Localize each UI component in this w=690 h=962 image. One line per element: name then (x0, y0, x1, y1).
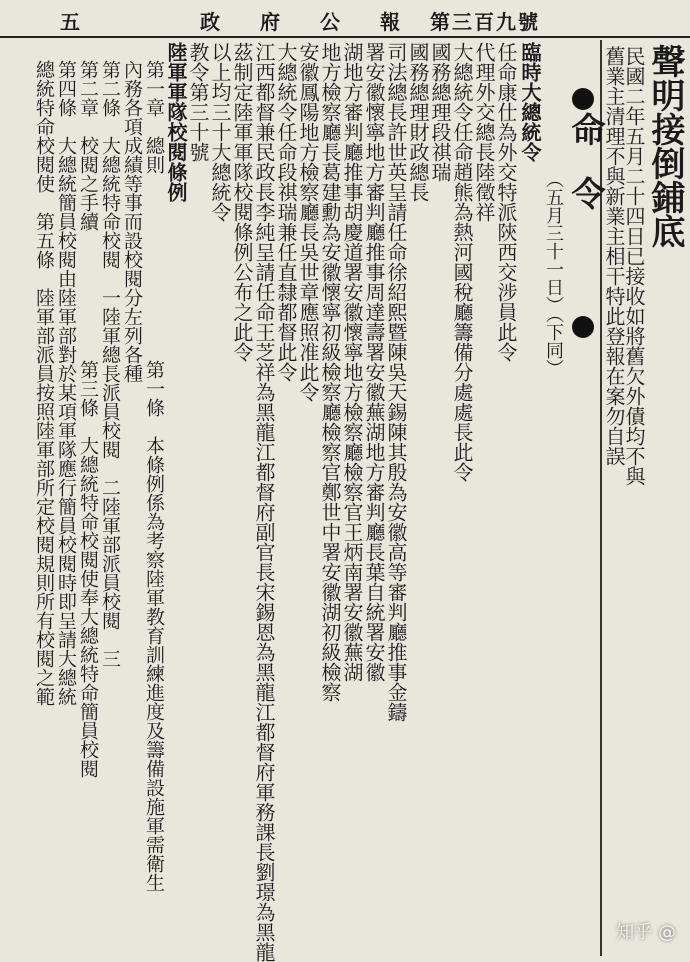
page-header (0, 0, 690, 38)
order-date: （五月三十一日）（下同） (543, 170, 564, 377)
notice-box (600, 40, 690, 956)
order-line: 國務總理段祺瑞 (428, 42, 452, 182)
regulation-line: 第二條 大總統特命校閱 一陸軍總長派員校閱 二陸軍部派員校閱 三 (99, 60, 121, 668)
order-line: 茲制定陸軍軍隊校閱條例公布之此令 (230, 42, 254, 362)
order-line: 國務總理財政總長 (406, 42, 430, 202)
notice-line-2: 舊業主清理不與新業主相干特此登報在案勿自誤 (602, 46, 626, 466)
order-line: 地方檢察廳長葛建勳為安徽懷寧初級檢察廳檢察官鄭世中署安徽湖初級檢察 (318, 42, 342, 702)
regulation-line: 第一條 本條例係為考察陸軍教育訓練進度及籌備設施軍需衛生 (143, 360, 165, 892)
regulation-line: 第三條 大總統特命校閱使奉大總統特命簡員校閱 (77, 360, 99, 778)
order-line: 教令第三十號 (186, 42, 210, 162)
order-line: 江西都督兼民政長李純呈請任命王芝祥為黑龍江都督府副官長宋錫恩為黑龍江都督府軍務課長劉璟為黑龍 (252, 42, 276, 962)
heading-bullet (572, 88, 594, 110)
notice-title: 聲明接倒鋪底 (645, 44, 685, 248)
order-line: 司法總長許世英呈請任命徐紹熙暨陳吳天錫陳其殷為安徽高等審判廳推事金鑄 (384, 42, 408, 722)
regulation-line: 第二章 校閱之手續 (77, 60, 99, 231)
regulation-line: 內務各項成績等事而設校閱分左列各種 (121, 60, 143, 383)
regulation-line: 第一章 總則 (143, 60, 165, 174)
regulation-line: 第四條 大總統簡員校閱由陸軍部對於某項軍隊應行簡員校閱時即呈請大總統 (55, 60, 77, 706)
order-line: 大總統令任命段祺瑞兼任直隸都督此令 (274, 42, 298, 382)
order-line: 署安徽懷寧地方審判廳推事周達壽署安徽蕪湖地方審判廳長葉自統署安徽 (362, 42, 386, 682)
regulation-line: 總統特命校閱使 第五條 陸軍部派員按照陸軍部所定校閱規則所有校閱之範 (33, 60, 55, 706)
order-line: 安徽鳳陽地方檢察廳長吳世章應照准此令 (296, 42, 320, 402)
order-line: 湖地方審判廳推事胡慶道署安徽懷寧地方檢察廳檢察官王炳南署安徽蕪湖 (340, 42, 364, 682)
order-line: 大總統令任命趙熊為熱河國稅廳籌備分處處長此令 (450, 42, 474, 482)
order-line: 代理外交總長陸徵祥 (472, 42, 496, 222)
page-label: 五 (60, 10, 82, 34)
newspaper-name: 政府公報 (200, 10, 440, 34)
issue-number: 第三百九號 (430, 10, 540, 34)
heading-bullet (572, 316, 594, 338)
notice-line-1: 民國二年五月二十四日已接收如將舊欠外債均不與 (622, 46, 646, 486)
order-heading: 命令 (565, 112, 605, 240)
order-line: 任命康仕為外交特派陝西交涉員此令 (494, 42, 518, 362)
watermark: 知乎 @ (616, 922, 676, 943)
order-line: 以上均三十大總統令 (208, 42, 232, 222)
order-line: 臨時大總統令 (518, 42, 542, 162)
regulation-title: 陸軍軍隊校閱條例 (164, 42, 188, 202)
